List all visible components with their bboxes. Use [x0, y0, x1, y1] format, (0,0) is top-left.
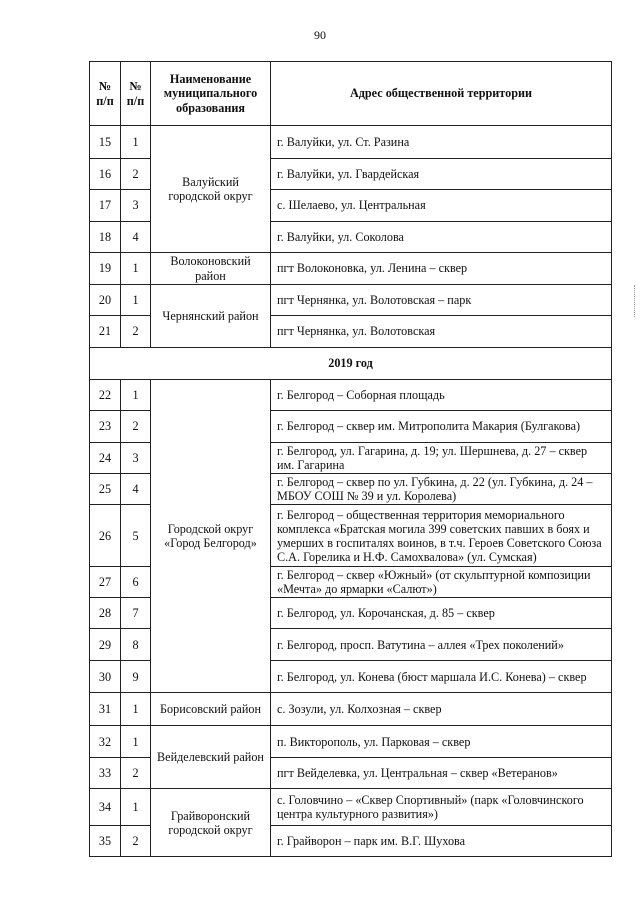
- table-row: [90, 726, 612, 758]
- address-cell: г. Грайворон – парк им. В.Г. Шухова: [271, 826, 612, 857]
- municipality-cell: Городской округ «Город Белгород»: [151, 380, 271, 693]
- address-cell: г. Белгород – общественная территория мемориального комплекса «Братская могила 399 советских павших в боях и умерших в госпиталях воинов, в т.ч. Героев Советского Союза С.А. Горелика и Н.Ф. Самохвалова» (ул. Сумская): [271, 505, 612, 567]
- address-cell: г. Белгород, ул. Конева (бюст маршала И.С. Конева) – сквер: [271, 661, 612, 693]
- public-territories-table: [89, 61, 612, 857]
- address-cell: г. Белгород – сквер «Южный» (от скульптурной композиции «Мечта» до ярмарки «Салют»): [271, 567, 612, 598]
- table-row: [90, 253, 612, 285]
- row-number: 20: [90, 285, 121, 316]
- row-number: 23: [90, 411, 121, 443]
- row-local-number: 6: [121, 567, 151, 598]
- table-row: [90, 693, 612, 726]
- row-local-number: 2: [121, 411, 151, 443]
- address-cell: г. Валуйки, ул. Соколова: [271, 222, 612, 253]
- row-number: 31: [90, 693, 121, 726]
- year-row: [90, 348, 612, 380]
- row-local-number: 1: [121, 253, 151, 285]
- table-row: [90, 285, 612, 316]
- address-cell: г. Белгород, ул. Корочанская, д. 85 – сквер: [271, 598, 612, 629]
- address-cell: г. Валуйки, ул. Ст. Разина: [271, 126, 612, 159]
- table-row: [90, 789, 612, 826]
- row-number: 25: [90, 474, 121, 505]
- header-address: Адрес общественной территории: [271, 62, 612, 126]
- address-cell: п. Викторополь, ул. Парковая – сквер: [271, 726, 612, 758]
- row-number: 29: [90, 629, 121, 661]
- row-local-number: 8: [121, 629, 151, 661]
- row-local-number: 4: [121, 222, 151, 253]
- row-local-number: 5: [121, 505, 151, 567]
- row-number: 33: [90, 758, 121, 789]
- table-row: [90, 126, 612, 159]
- municipality-cell: Вейделевский район: [151, 726, 271, 789]
- row-local-number: 1: [121, 726, 151, 758]
- row-local-number: 2: [121, 758, 151, 789]
- municipality-cell: Волоконовский район: [151, 253, 271, 285]
- address-cell: г. Белгород – сквер по ул. Губкина, д. 22 (ул. Губкина, д. 24 – МБОУ СОШ № 39 и ул. Королева): [271, 474, 612, 505]
- row-number: 18: [90, 222, 121, 253]
- row-number: 35: [90, 826, 121, 857]
- address-cell: г. Валуйки, ул. Гвардейская: [271, 159, 612, 190]
- row-local-number: 9: [121, 661, 151, 693]
- row-local-number: 2: [121, 159, 151, 190]
- row-number: 28: [90, 598, 121, 629]
- address-cell: с. Зозули, ул. Колхозная – сквер: [271, 693, 612, 726]
- row-number: 34: [90, 789, 121, 826]
- row-number: 24: [90, 443, 121, 474]
- row-number: 27: [90, 567, 121, 598]
- row-number: 19: [90, 253, 121, 285]
- row-local-number: 1: [121, 380, 151, 411]
- row-number: 15: [90, 126, 121, 159]
- address-cell: г. Белгород – сквер им. Митрополита Макария (Булгакова): [271, 411, 612, 443]
- address-cell: г. Белгород, просп. Ватутина – аллея «Трех поколений»: [271, 629, 612, 661]
- row-local-number: 1: [121, 789, 151, 826]
- row-local-number: 3: [121, 443, 151, 474]
- municipality-cell: Грайворонский городской округ: [151, 789, 271, 857]
- row-local-number: 7: [121, 598, 151, 629]
- row-number: 21: [90, 316, 121, 348]
- row-number: 17: [90, 190, 121, 222]
- row-local-number: 1: [121, 693, 151, 726]
- address-cell: г. Белгород – Соборная площадь: [271, 380, 612, 411]
- address-cell: пгт Чернянка, ул. Волотовская: [271, 316, 612, 348]
- address-cell: пгт Волоконовка, ул. Ленина – сквер: [271, 253, 612, 285]
- municipality-cell: Валуйский городской округ: [151, 126, 271, 253]
- table-header-row: [90, 62, 612, 126]
- address-cell: г. Белгород, ул. Гагарина, д. 19; ул. Шершнева, д. 27 – сквер им. Гагарина: [271, 443, 612, 474]
- header-no-local: № п/п: [121, 62, 151, 126]
- row-number: 16: [90, 159, 121, 190]
- row-local-number: 2: [121, 826, 151, 857]
- row-local-number: 3: [121, 190, 151, 222]
- row-number: 26: [90, 505, 121, 567]
- header-municipality: Наименование муниципального образования: [151, 62, 271, 126]
- table-row: [90, 380, 612, 411]
- address-cell: пгт Чернянка, ул. Волотовская – парк: [271, 285, 612, 316]
- row-local-number: 1: [121, 285, 151, 316]
- municipality-cell: Борисовский район: [151, 693, 271, 726]
- header-no: № п/п: [90, 62, 121, 126]
- row-number: 32: [90, 726, 121, 758]
- row-local-number: 2: [121, 316, 151, 348]
- year-label: 2019 год: [90, 348, 612, 380]
- municipality-cell: Чернянский район: [151, 285, 271, 348]
- address-cell: с. Шелаево, ул. Центральная: [271, 190, 612, 222]
- scan-margin-mark: [634, 285, 638, 317]
- row-number: 30: [90, 661, 121, 693]
- row-number: 22: [90, 380, 121, 411]
- address-cell: с. Головчино – «Сквер Спортивный» (парк «Головчинского центра культурного развития»): [271, 789, 612, 826]
- row-local-number: 4: [121, 474, 151, 505]
- page-number: 90: [314, 28, 326, 42]
- row-local-number: 1: [121, 126, 151, 159]
- address-cell: пгт Вейделевка, ул. Центральная – сквер «Ветеранов»: [271, 758, 612, 789]
